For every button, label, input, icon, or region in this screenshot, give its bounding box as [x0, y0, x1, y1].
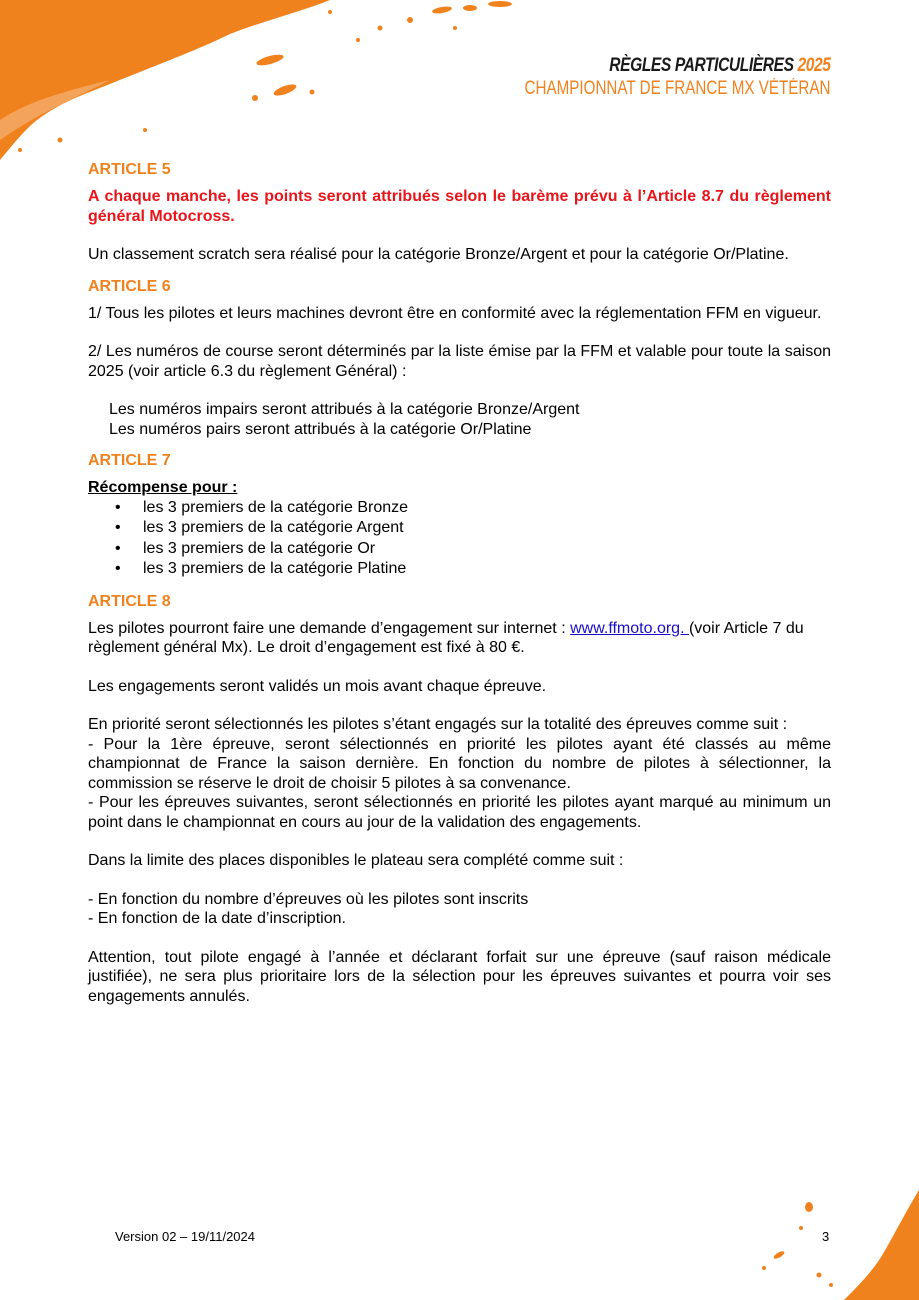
article-6-paragraph-2: 2/ Les numéros de course seront déterminés par la liste émise par la FFM et valable pour toute la saison 2025 (voir article 6.3 du règlement Général) : — [88, 343, 831, 380]
footer-version: Version 02 – 19/11/2024 — [115, 1229, 255, 1244]
article-8-priority-following-events: - Pour les épreuves suivantes, seront sélectionnés en priorité les pilotes ayant marqué au minimum un point dans le championnat en cours au jour de la validation des engagements. — [88, 794, 831, 831]
list-item: • les 3 premiers de la catégorie Bronze — [88, 498, 831, 519]
bullet-icon: • — [115, 519, 121, 536]
orange-paint-splash-top-left — [0, 0, 520, 170]
header-title-prefix: RÈGLES PARTICULIÈRES — [609, 55, 795, 76]
article-8-heading: ARTICLE 8 — [88, 592, 171, 610]
document-body — [88, 160, 831, 1006]
article-7-reward-subheading: Récompense pour : — [88, 479, 238, 496]
article-8-priority-first-event: - Pour la 1ère épreuve, seront sélectionnés en priorité les pilotes ayant été classés au même championnat de France la saison dernière. En fonction du nombre de pilotes à sélectionner, la commission se réserve le droit de choisir 5 pilotes à sa convenance. — [88, 735, 831, 792]
bullet-icon: • — [115, 560, 121, 577]
article-8-registration: Les pilotes pourront faire une demande d’engagement sur internet : www.ffmoto.org. (voir Article 7 du règlement général Mx). Le droit d’engagement est fixé à 80 €. — [88, 619, 804, 656]
article-8-forfeit-warning: Attention, tout pilote engagé à l’année et déclarant forfait sur une épreuve (sauf raison médicale justifiée), ne sera plus prioritaire lors de la sélection pour les épreuves suivantes et pourra voir ses engagements annulés. — [88, 948, 831, 1005]
orange-paint-splash-bottom-right — [749, 1190, 919, 1300]
article-7-reward-list — [88, 498, 831, 580]
list-item: • les 3 premiers de la catégorie Platine — [88, 559, 831, 580]
article-5-classification: Un classement scratch sera réalisé pour la catégorie Bronze/Argent et pour la catégorie Or/Platine. — [88, 246, 789, 263]
list-item: • les 3 premiers de la catégorie Or — [88, 539, 831, 560]
page-number: 3 — [822, 1229, 830, 1244]
bullet-icon: • — [115, 539, 121, 557]
article-5-points-rule: A chaque manche, les points seront attribués selon le barème prévu à l’Article 8.7 du règlement général Motocross. — [88, 188, 831, 225]
article-8-completion-intro: Dans la limite des places disponibles le plateau sera complété comme suit : — [88, 852, 624, 869]
header-title — [517, 54, 831, 78]
article-6-even-numbers: Les numéros pairs seront attribués à la catégorie Or/Platine — [109, 420, 532, 438]
article-7-heading: ARTICLE 7 — [88, 452, 171, 469]
header-subtitle: CHAMPIONNAT DE FRANCE MX VÉTÉRAN — [524, 78, 831, 99]
document-header — [448, 54, 831, 100]
article-8-priority-intro: En priorité seront sélectionnés les pilotes s’étant engagés sur la totalité des épreuves comme suit : — [88, 716, 788, 733]
article-8-completion-criterion-1: - En fonction du nombre d’épreuves où les pilotes sont inscrits — [88, 890, 529, 908]
header-title-year: 2025 — [797, 55, 831, 76]
ffmoto-link[interactable]: www.ffmoto.org. — [570, 619, 689, 637]
bullet-icon: • — [115, 498, 121, 516]
list-item: • les 3 premiers de la catégorie Argent — [88, 518, 831, 539]
article-6-odd-numbers: Les numéros impairs seront attribués à la catégorie Bronze/Argent — [109, 401, 580, 418]
article-6-paragraph-1: 1/ Tous les pilotes et leurs machines devront être en conformité avec la réglementation FFM en vigueur. — [88, 304, 822, 322]
article-5-heading: ARTICLE 5 — [88, 161, 171, 178]
article-6-heading: ARTICLE 6 — [88, 277, 171, 295]
article-8-validation: Les engagements seront validés un mois avant chaque épreuve. — [88, 677, 547, 695]
article-8-completion-criterion-2: - En fonction de la date d’inscription. — [88, 910, 346, 927]
